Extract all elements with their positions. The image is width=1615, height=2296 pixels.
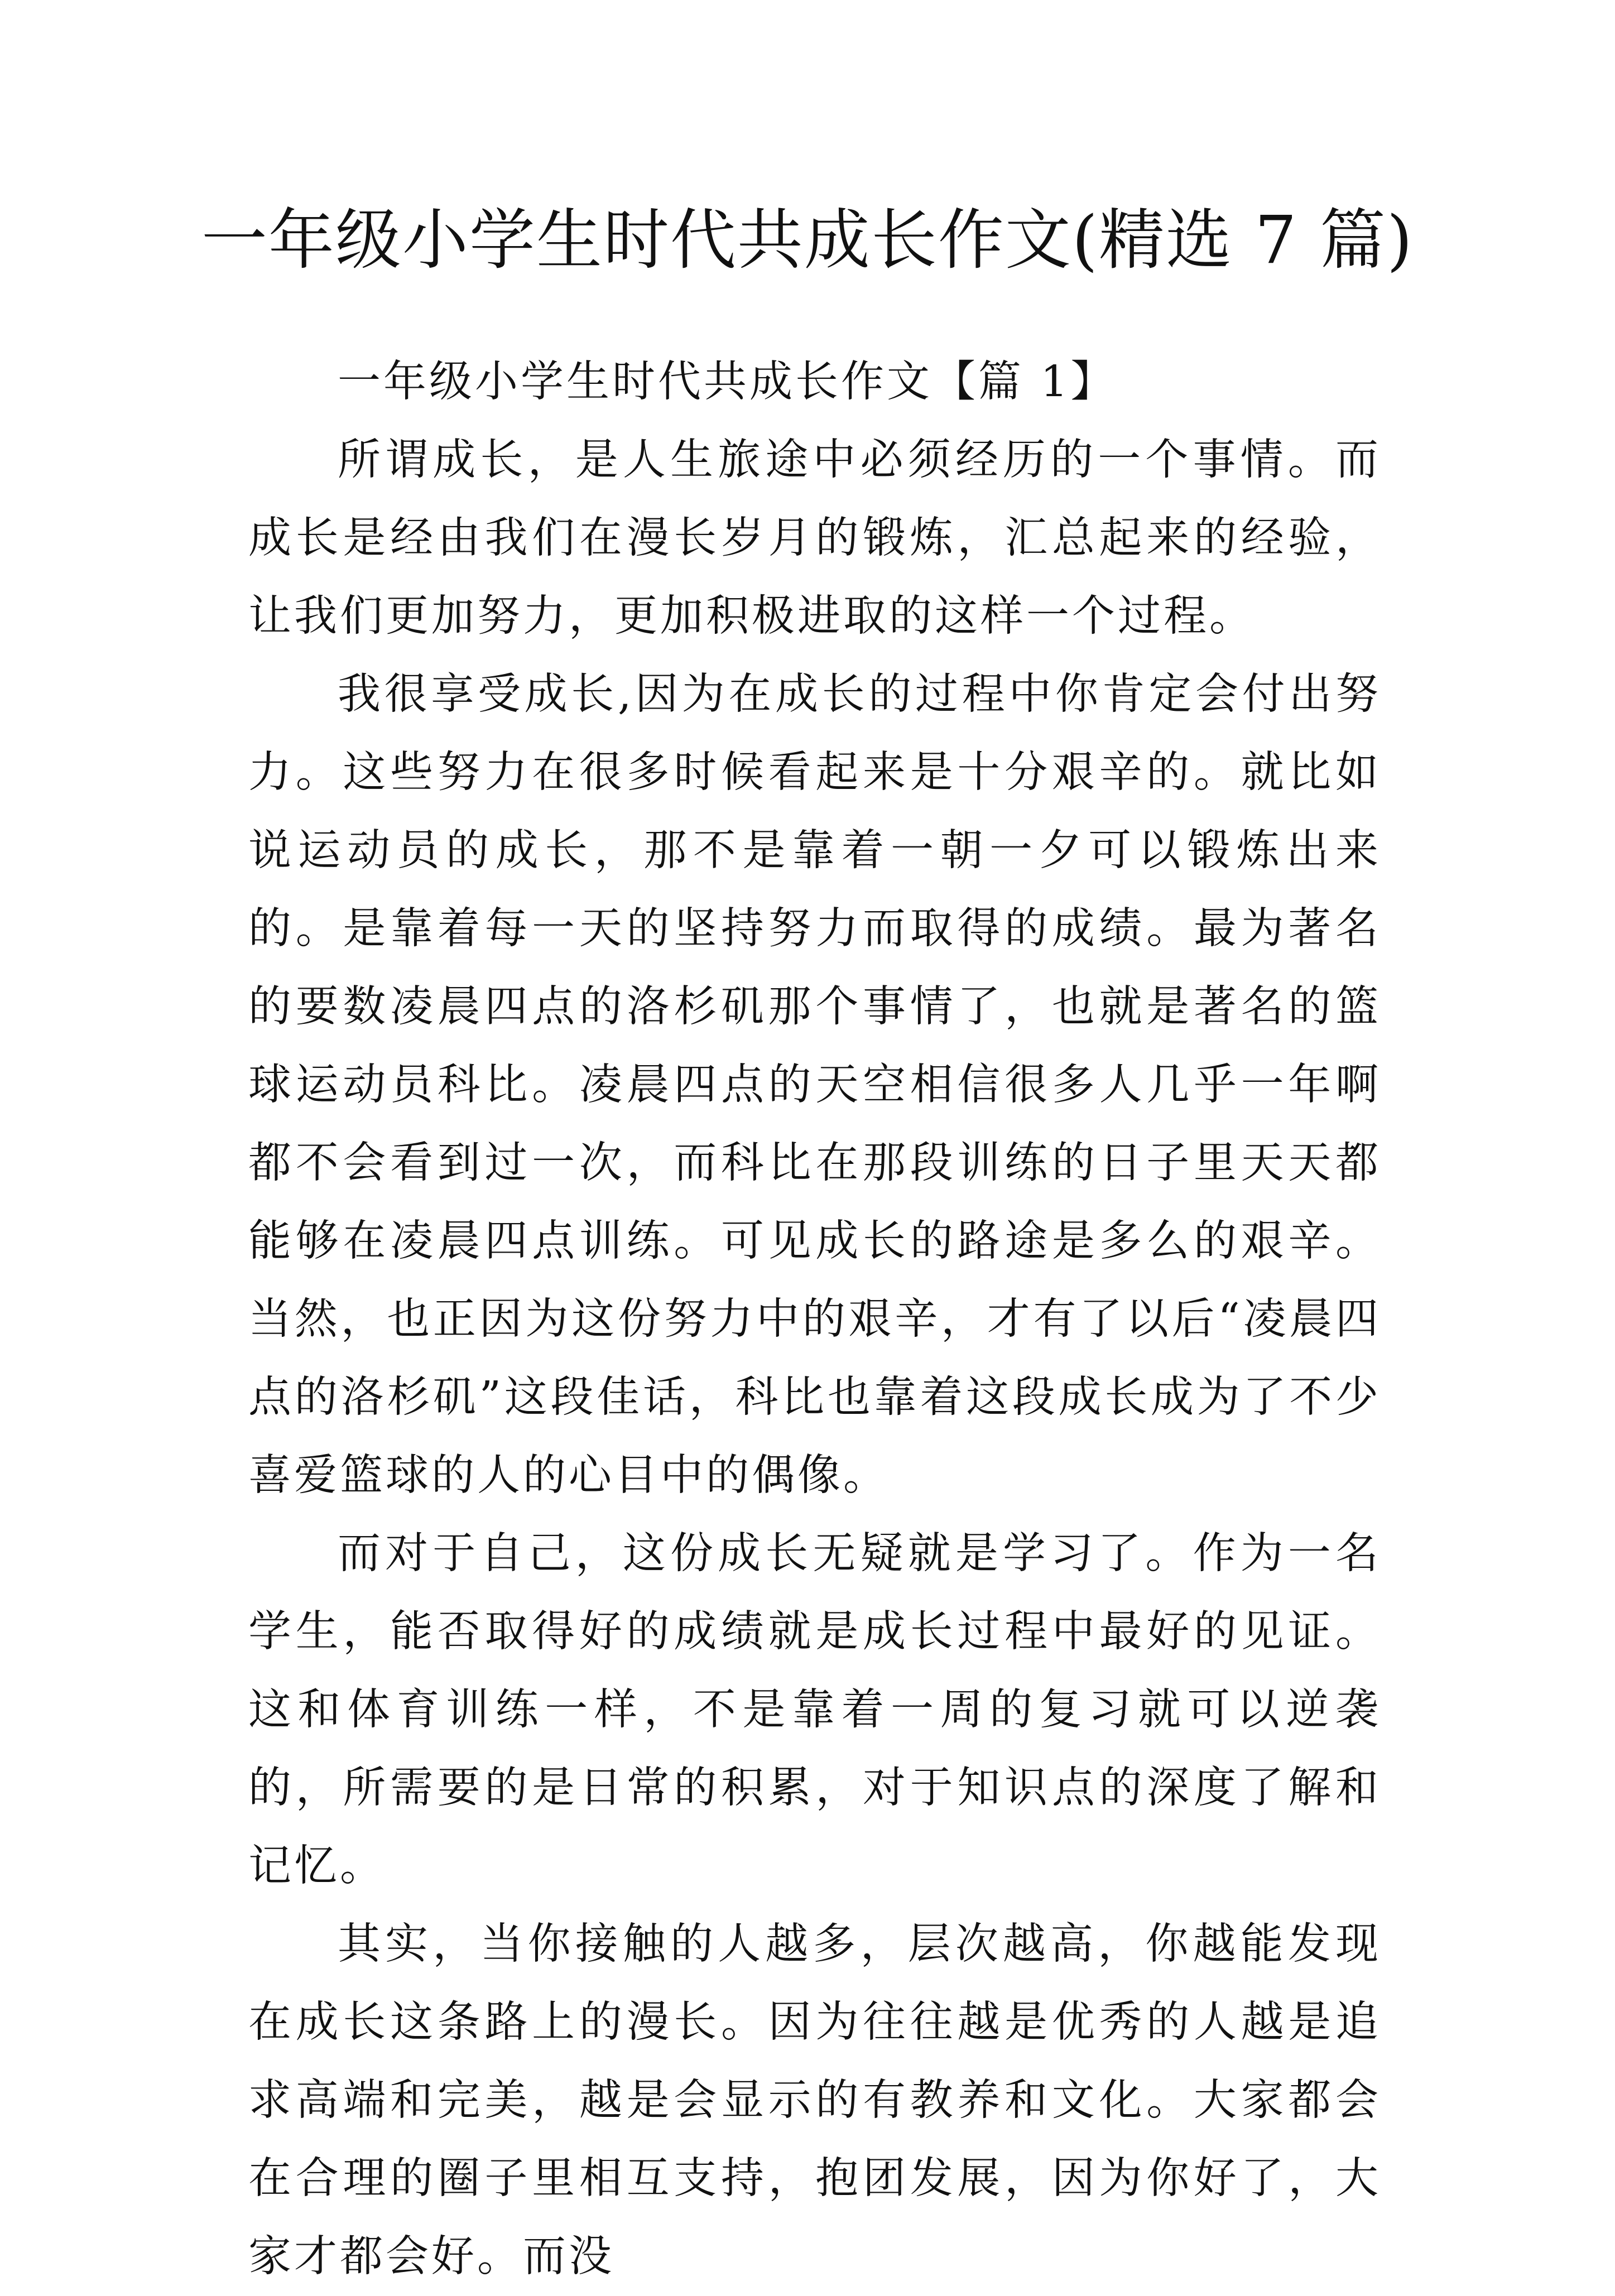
section-heading: 一年级小学生时代共成长作文【篇 1】: [338, 357, 1117, 407]
paragraph: 我很享受成长,因为在成长的过程中你肯定会付出努力。这些努力在很多时候看起来是十分艰辛的。就比如说运动员的成长，那不是靠着一朝一夕可以锻炼出来的。是靠着每一天的坚持努力而取得的成绩。最为著名的要数凌晨四点的洛杉矶那个事情了，也就是著名的篮球运动员科比。凌晨四点的天空相信很多人几乎一年啊都不会看到过一次，而科比在那段训练的日子里天天都能够在凌晨四点训练。可见成长的路途是多么的艰辛。当然，也正因为这份努力中的艰辛，才有了以后“凌晨四点的洛杉矶”这段佳话，科比也靠着这段成长成为了不少喜爱篮球的人的心目中的偶像。: [248, 670, 1381, 1500]
document-title: 一年级小学生时代共成长作文(精选 7 篇): [201, 201, 1414, 278]
document-body: [248, 343, 1381, 2296]
paragraph: 所谓成长，是人生旅途中必须经历的一个事情。而成长是经由我们在漫长岁月的锻炼，汇总起来的经验，让我们更加努力，更加积极进取的这样一个过程。: [248, 435, 1381, 641]
paragraph: 而对于自己，这份成长无疑就是学习了。作为一名学生，能否取得好的成绩就是成长过程中最好的见证。这和体育训练一样，不是靠着一周的复习就可以逆袭的，所需要的是日常的积累，对于知识点的深度了解和记忆。: [248, 1529, 1381, 1891]
paragraph: 其实，当你接触的人越多，层次越高，你越能发现在成长这条路上的漫长。因为往往越是优秀的人越是追求高端和完美，越是会显示的有教养和文化。大家都会在合理的圈子里相互支持，抱团发展，因为你好了，大家才都会好。而没: [248, 1919, 1381, 2281]
